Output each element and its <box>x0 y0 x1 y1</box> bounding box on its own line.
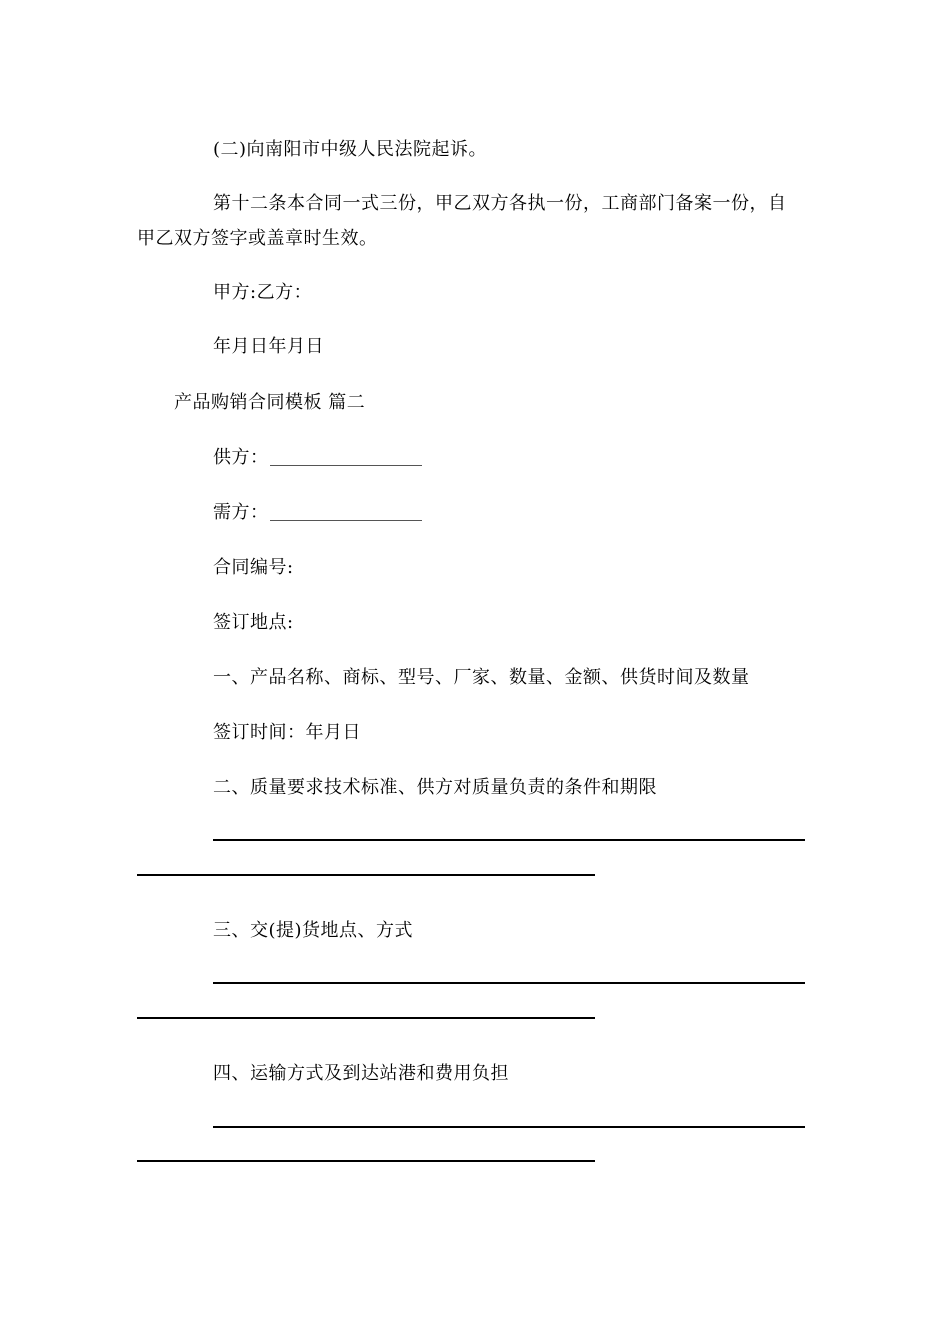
item-quality-requirements: 二、质量要求技术标准、供方对质量负责的条件和期限 <box>213 777 657 798</box>
signature-parties: 甲方:乙方： <box>213 282 313 303</box>
section-title: 产品购销合同模板 篇二 <box>174 392 366 413</box>
paragraph-article-12-line1: 第十二条本合同一式三份，甲乙双方各执一份，工商部门备案一份，自 <box>213 193 787 214</box>
delivery-blank-line1 <box>213 982 805 984</box>
contract-number-label: 合同编号: <box>213 557 294 578</box>
quality-blank-line1 <box>213 839 805 841</box>
buyer-label: 需方： <box>213 502 269 523</box>
item-delivery-place: 三、交(提)货地点、方式 <box>213 920 414 941</box>
supplier-blank <box>270 465 422 466</box>
supplier-label: 供方： <box>213 447 269 468</box>
transport-blank-line2 <box>137 1160 595 1162</box>
paragraph-lawsuit: (二)向南阳市中级人民法院起诉。 <box>213 139 488 160</box>
item-product-details: 一、产品名称、商标、型号、厂家、数量、金额、供货时间及数量 <box>213 667 750 688</box>
quality-blank-line2 <box>137 874 595 876</box>
paragraph-article-12-line2: 甲乙双方签字或盖章时生效。 <box>137 228 378 249</box>
transport-blank-line1 <box>213 1126 805 1128</box>
signing-place-label: 签订地点: <box>213 612 294 633</box>
signing-time-label: 签订时间：年月日 <box>213 722 361 743</box>
buyer-blank <box>270 520 422 521</box>
item-transport-method: 四、运输方式及到达站港和费用负担 <box>213 1063 509 1084</box>
signature-dates: 年月日年月日 <box>213 336 324 357</box>
delivery-blank-line2 <box>137 1017 595 1019</box>
